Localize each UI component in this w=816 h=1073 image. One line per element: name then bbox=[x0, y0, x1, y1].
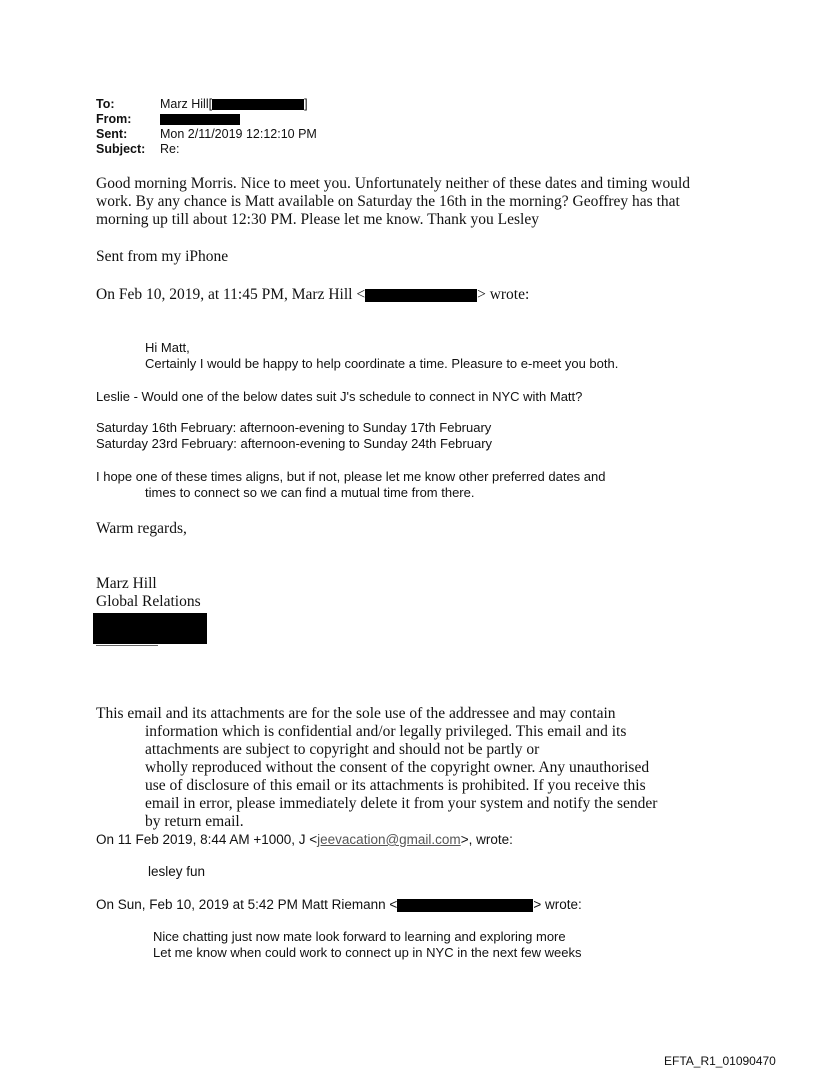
sent-value: Mon 2/11/2019 12:12:10 PM bbox=[160, 127, 317, 141]
disclaimer-line-4: wholly reproduced without the consent of the copyright owner. Any unauthorised bbox=[145, 759, 650, 776]
redaction-box bbox=[93, 613, 207, 644]
reply-paragraph bbox=[96, 175, 690, 229]
quote-header-matt-pre: On Sun, Feb 10, 2019 at 5:42 PM Matt Riemann < bbox=[96, 897, 398, 912]
j-message: lesley fun bbox=[148, 864, 206, 879]
marz-name: Marz Hill bbox=[96, 575, 157, 592]
marz-line-1: Certainly I would be happy to help coordinate a time. Pleasure to e-meet you both. bbox=[145, 356, 619, 371]
redaction-box bbox=[397, 899, 533, 912]
quote-header-j bbox=[96, 832, 513, 849]
header-from-row bbox=[96, 112, 240, 127]
to-tail: ] bbox=[304, 97, 308, 111]
quote-header-matt bbox=[96, 897, 582, 914]
reply-line-2: work. By any chance is Matt available on Saturday the 16th in the morning? Geoffrey has that bbox=[96, 193, 680, 210]
header-subject-row bbox=[96, 142, 179, 157]
quote-header-j-post: >, wrote: bbox=[460, 832, 513, 847]
marz-hope-line-1: I hope one of these times aligns, but if not, please let me know other preferred dates and bbox=[96, 469, 606, 484]
to-label: To: bbox=[96, 97, 115, 111]
subject-value: Re: bbox=[160, 142, 180, 156]
marz-regards: Warm regards, bbox=[96, 520, 187, 537]
marz-date-2: Saturday 23rd February: afternoon-evening to Sunday 24th February bbox=[96, 436, 493, 451]
quote-header-marz-pre: On Feb 10, 2019, at 11:45 PM, Marz Hill < bbox=[96, 286, 366, 303]
marz-hope-line-2: times to connect so we can find a mutual time from there. bbox=[145, 485, 475, 500]
from-label: From: bbox=[96, 112, 132, 126]
quote-header-j-pre: On 11 Feb 2019, 8:44 AM +1000, J < bbox=[96, 832, 318, 847]
disclaimer-line-2: information which is confidential and/or legally privileged. This email and its bbox=[145, 723, 627, 740]
disclaimer-line-5: use of disclosure of this email or its attachments is prohibited. If you receive this bbox=[145, 777, 646, 794]
to-value: Marz Hill[ bbox=[160, 97, 213, 111]
reply-line-3: morning up till about 12:30 PM. Please let me know. Thank you Lesley bbox=[96, 211, 539, 228]
email-link[interactable]: jeevacation@gmail.com bbox=[317, 832, 461, 847]
header-sent-row bbox=[96, 127, 317, 142]
marz-greeting: Hi Matt, bbox=[145, 340, 190, 355]
disclaimer-line-1: This email and its attachments are for the sole use of the addressee and may contain bbox=[96, 705, 616, 722]
redacted-link-underline bbox=[96, 645, 158, 646]
reply-line-1: Good morning Morris. Nice to meet you. Unfortunately neither of these dates and timing would bbox=[96, 175, 691, 192]
signature: Sent from my iPhone bbox=[96, 248, 229, 265]
quote-header-matt-post: > wrote: bbox=[533, 897, 582, 912]
quote-header-marz-post: > wrote: bbox=[477, 286, 530, 303]
redaction-box bbox=[212, 99, 304, 110]
matt-line-2: Let me know when could work to connect up in NYC in the next few weeks bbox=[153, 945, 582, 960]
subject-label: Subject: bbox=[96, 142, 146, 156]
sent-label: Sent: bbox=[96, 127, 128, 141]
redaction-box bbox=[365, 289, 477, 302]
disclaimer-line-3: attachments are subject to copyright and should not be partly or bbox=[145, 741, 540, 758]
marz-date-1: Saturday 16th February: afternoon-evening to Sunday 17th February bbox=[96, 420, 492, 435]
marz-title: Global Relations bbox=[96, 593, 201, 610]
disclaimer-line-7: by return email. bbox=[145, 813, 244, 830]
document-id: EFTA_R1_01090470 bbox=[664, 1054, 776, 1068]
marz-leslie-line: Leslie - Would one of the below dates suit J's schedule to connect in NYC with Matt? bbox=[96, 389, 583, 404]
quote-header-marz bbox=[96, 286, 529, 304]
redaction-box bbox=[160, 114, 240, 125]
matt-line-1: Nice chatting just now mate look forward to learning and exploring more bbox=[153, 929, 566, 944]
disclaimer-line-6: email in error, please immediately delete it from your system and notify the sender bbox=[145, 795, 658, 812]
header-to-row bbox=[96, 97, 308, 112]
